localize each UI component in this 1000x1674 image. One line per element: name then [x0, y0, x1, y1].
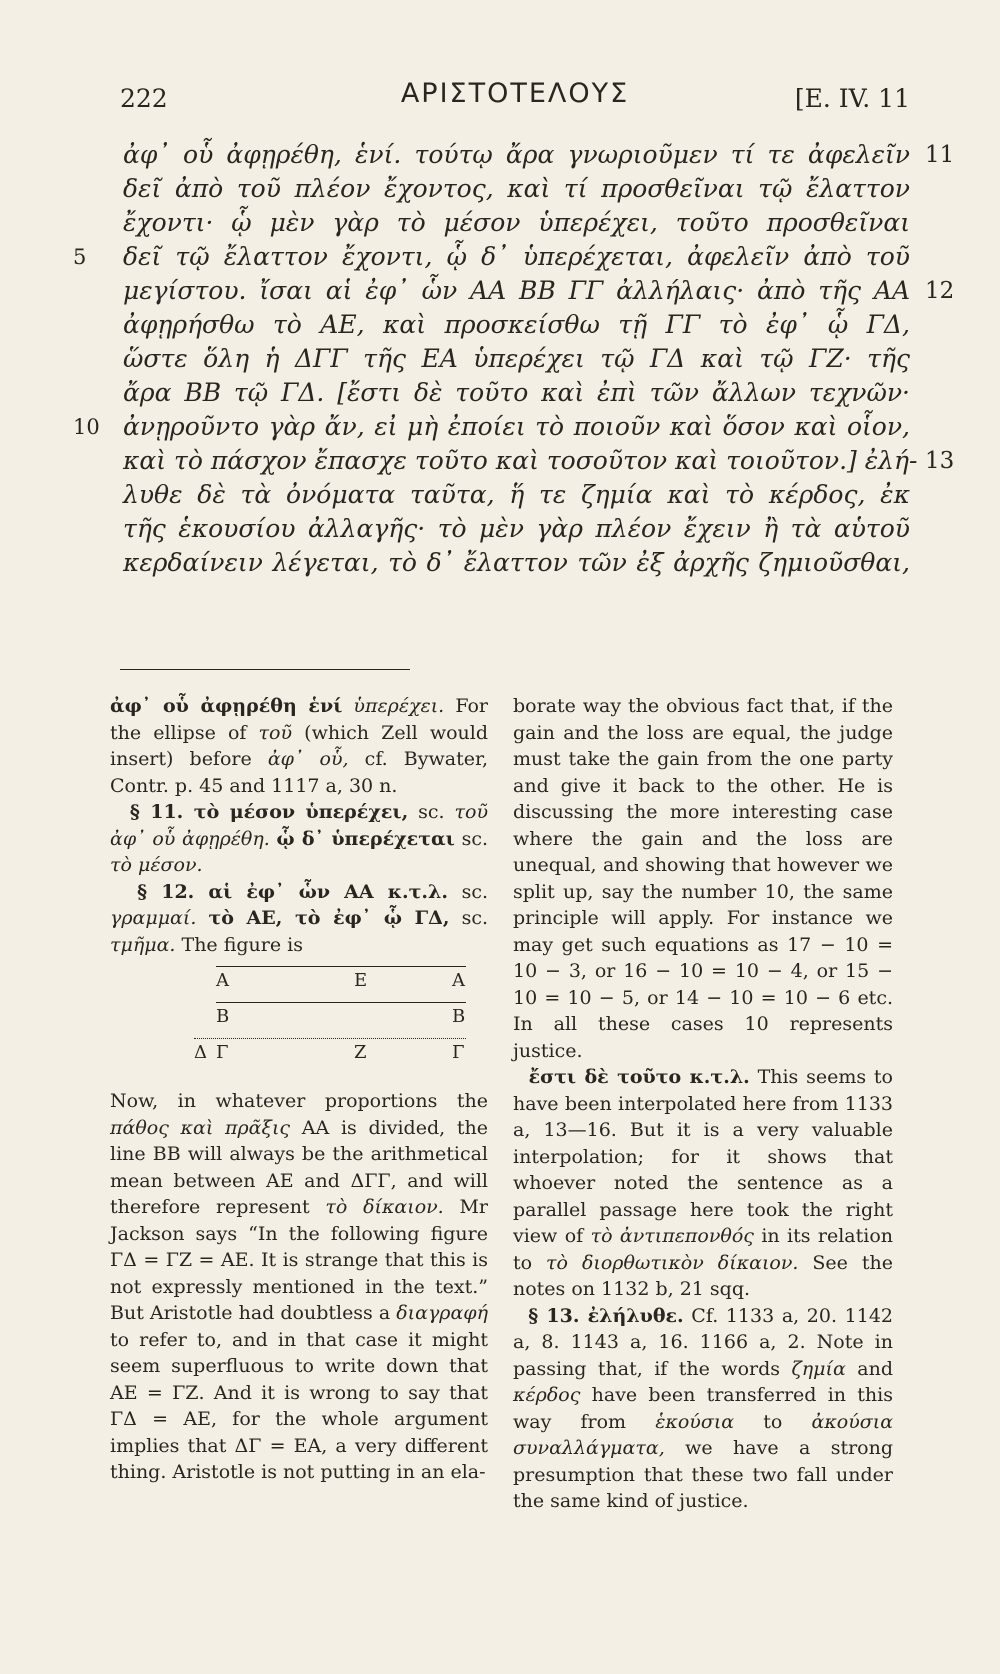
line-text: μεγίστου. ἴσαι αἱ ἐφ᾽ ὧν ΑΑ ΒΒ ΓΓ ἀλλήλαις· ἀπὸ τῆς ΑΑ: [123, 276, 910, 305]
note-paragraph: [513, 1064, 893, 1303]
text-span: τμῆμα.: [110, 933, 176, 956]
line-text: τῆς ἑκουσίου ἀλλαγῆς· τὸ μὲν γὰρ πλέον ἔχειν ἢ τὰ αὑτοῦ: [123, 514, 910, 543]
text-line: [95, 376, 910, 410]
line-text: ὥστε ὅλη ἡ ΔΓΓ τῆς ΕΑ ὑπερέχει τῷ ΓΔ καὶ τῷ ΓΖ· τῆς: [123, 344, 910, 373]
text-line: [95, 308, 910, 342]
section-reference: [E. IV. 11: [794, 84, 910, 113]
text-span: to refer to, and in that case it might seem superfluous to write down that ΑΕ = ΓΖ. And it is wrong to say that ΓΔ = ΑΕ, for the whole argument implies that ΔΓ = ΕΑ, a very different thing. Aristotle is not putting in an ela-: [110, 1328, 488, 1483]
line-text: κερδαίνειν λέγεται, τὸ δ᾽ ἔλαττον τῶν ἐξ ἀρχῆς ζημιοῦσθαι,: [123, 548, 910, 577]
text-span: κέρδος: [513, 1384, 581, 1406]
figure-label: Γ: [216, 1042, 229, 1063]
line-figure: [194, 962, 466, 1082]
text-span: διαγραφή: [396, 1302, 488, 1324]
note-paragraph: [110, 879, 488, 959]
line-text: καὶ τὸ πάσχον ἔπασχε τοῦτο καὶ τοσοῦτον καὶ τοιοῦτον.] ἐλή-: [123, 446, 918, 475]
line-text: ἔχοντι· ᾧ μὲν γὰρ τὸ μέσον ὑπερέχει, τοῦτο προσθεῖναι: [123, 208, 910, 237]
text-line: [95, 478, 910, 512]
text-line: [73, 410, 910, 444]
text-span: to: [763, 1410, 783, 1433]
text-span: τοῦ ἀφ᾽ οὗ ἀφῃρέθη.: [110, 801, 489, 850]
text-span: AA is divided, the line BB will always be the arithmetical mean between AE and ΔΓΓ, and will therefore represent: [110, 1116, 488, 1218]
figure-label: B: [216, 1006, 230, 1027]
text-span: ὑπερέχει.: [353, 695, 445, 717]
section-number: 12: [925, 278, 955, 304]
text-span: ἀφ᾽ οὗ ἀφῃρέθη ἑνί: [110, 695, 343, 717]
text-line: [95, 274, 955, 308]
text-span: τὸ ἀντιπεπονθός: [590, 1225, 754, 1247]
figure-label: E: [354, 970, 368, 991]
note-paragraph: [110, 1088, 488, 1486]
line-aa: [216, 966, 466, 967]
footnote-rule: [120, 669, 410, 670]
figure-label: Z: [354, 1042, 367, 1063]
page-number: 222: [120, 84, 168, 113]
text-span: § 13. ἐλήλυθε.: [528, 1304, 684, 1327]
line-text: ἀφ᾽ οὗ ἀφῃρέθη, ἑνί. τούτῳ ἄρα γνωριοῦμεν τί τε ἀφελεῖν: [123, 140, 910, 169]
figure-label: A: [216, 970, 229, 991]
line-number: 5: [73, 245, 87, 269]
note-paragraph: borate way the obvious fact that, if the gain and the loss are equal, the judge must take the gain from the one party and give it back to the other. He is discussing the more interesting case where the gain and the loss are unequal, and showing that however we split up, say the number 10, the same principle will apply. For instance we may get such equations as 17 − 10 = 10 − 3, or 16 − 10 = 10 − 4, or 15 − 10 = 10 − 5, or 14 − 10 = 10 − 6 etc. In all these cases 10 represents justice.: [513, 695, 893, 1062]
text-span: τὸ δίκαιον.: [325, 1196, 444, 1218]
text-line: [95, 342, 910, 376]
text-span: sc.: [461, 880, 488, 903]
text-span: we have a strong presumption that these two fall under the same kind of justice.: [513, 1437, 893, 1512]
line-text: δεῖ ἀπὸ τοῦ πλέον ἔχοντος, καὶ τί προσθεῖναι τῷ ἔλαττον: [123, 174, 910, 203]
text-span: sc.: [418, 801, 445, 823]
greek-text: [73, 138, 955, 580]
line-number: 10: [73, 415, 100, 439]
line-dgg: [194, 1038, 466, 1039]
text-span: Now, in whatever proportions the: [110, 1090, 488, 1112]
text-span: For the ellipse of: [110, 695, 488, 744]
text-span: (which Zell would insert) before: [110, 721, 488, 770]
text-span: The figure is: [181, 933, 303, 956]
text-span: γραμμαί.: [110, 907, 197, 929]
figure-label: Δ: [194, 1042, 207, 1063]
section-number: 13: [925, 448, 955, 474]
text-span: ἀκούσια συναλλάγματα,: [513, 1410, 894, 1459]
commentary-right-column: [513, 693, 893, 1515]
figure-label: B: [452, 1006, 466, 1027]
text-span: τὸ διορθωτικὸν δίκαιον.: [546, 1251, 799, 1274]
line-text: λυθε δὲ τὰ ὀνόματα ταῦτα, ἥ τε ζημία καὶ τὸ κέρδος, ἐκ: [123, 480, 910, 509]
page-header: [120, 78, 910, 118]
note-paragraph: [513, 1303, 893, 1515]
text-span: and: [857, 1357, 893, 1380]
text-span: ζημία: [791, 1357, 846, 1380]
text-span: See the notes on 1132 b, 21 sqq.: [513, 1251, 893, 1300]
running-title: ΑΡΙΣΤΟΤΕΛΟΥΣ: [400, 78, 630, 109]
text-span: have been transferred in this way from: [513, 1384, 893, 1433]
text-span: sc.: [461, 827, 488, 850]
figure-label: A: [452, 970, 465, 991]
note-paragraph: [110, 799, 488, 879]
text-line: [95, 206, 910, 240]
line-text: ἄρα ΒΒ τῷ ΓΔ. [ἔστι δὲ τοῦτο καὶ ἐπὶ τῶν ἄλλων τεχνῶν·: [123, 378, 910, 407]
text-span: Cf. 1133 a, 20. 1142 a, 8. 1143 a, 16. 1166 a, 2. Note in passing that, if the words: [513, 1304, 893, 1380]
figure-label: Γ: [452, 1042, 465, 1063]
text-span: Mr Jackson says “In the following figure ΓΔ = ΓΖ = ΑΕ. It is strange that this is not expressly mentioned in the text.” But Aristotle had doubtless a: [110, 1196, 489, 1324]
section-number: 11: [925, 142, 955, 168]
text-span: ἑκούσια: [655, 1410, 735, 1433]
text-span: ἔστι δὲ τοῦτο κ.τ.λ.: [528, 1066, 750, 1088]
text-line: [95, 546, 910, 580]
text-line: [95, 172, 910, 206]
text-line: [73, 240, 910, 274]
text-span: § 12. αἱ ἐφ᾽ ὧν ΑΑ κ.τ.λ.: [137, 880, 448, 903]
text-span: τοῦ: [258, 721, 293, 744]
text-span: § 11. τὸ μέσον ὑπερέχει,: [129, 801, 409, 823]
text-span: This seems to have been interpolated here from 1133 a, 13—16. But it is a very valuable interpolation; for it shows that whoever noted the sentence as a parallel passage here took the right view of: [513, 1066, 893, 1247]
text-span: sc.: [461, 907, 488, 929]
line-text: ἀνῃροῦντο γὰρ ἄν, εἰ μὴ ἐποίει τὸ ποιοῦν καὶ ὅσον καὶ οἷον,: [123, 412, 910, 441]
text-span: cf. Bywater, Contr. p. 45 and 1117 a, 30 n.: [110, 748, 488, 797]
text-line: [95, 512, 910, 546]
text-span: in its relation to: [513, 1225, 893, 1274]
line-text: ἀφῃρήσθω τὸ ΑΕ, καὶ προσκείσθω τῇ ΓΓ τὸ ἐφ᾽ ᾧ ΓΔ,: [123, 310, 910, 339]
text-line: [95, 138, 955, 172]
commentary-left-column: [110, 693, 488, 1486]
text-line: [95, 444, 955, 478]
line-text: δεῖ τῷ ἔλαττον ἔχοντι, ᾧ δ᾽ ὑπερέχεται, ἀφελεῖν ἀπὸ τοῦ: [123, 242, 910, 271]
text-span: ἀφ᾽ οὗ,: [267, 748, 349, 770]
text-span: τὸ ΑΕ, τὸ ἐφ᾽ ᾧ ΓΔ,: [208, 907, 450, 929]
text-span: πάθος καὶ πρᾶξις: [110, 1116, 291, 1139]
text-span: ᾧ δ᾽ ὑπερέχεται: [276, 827, 455, 850]
line-bb: [216, 1002, 466, 1003]
text-span: τὸ μέσον.: [110, 854, 203, 876]
note-paragraph: [110, 693, 488, 799]
